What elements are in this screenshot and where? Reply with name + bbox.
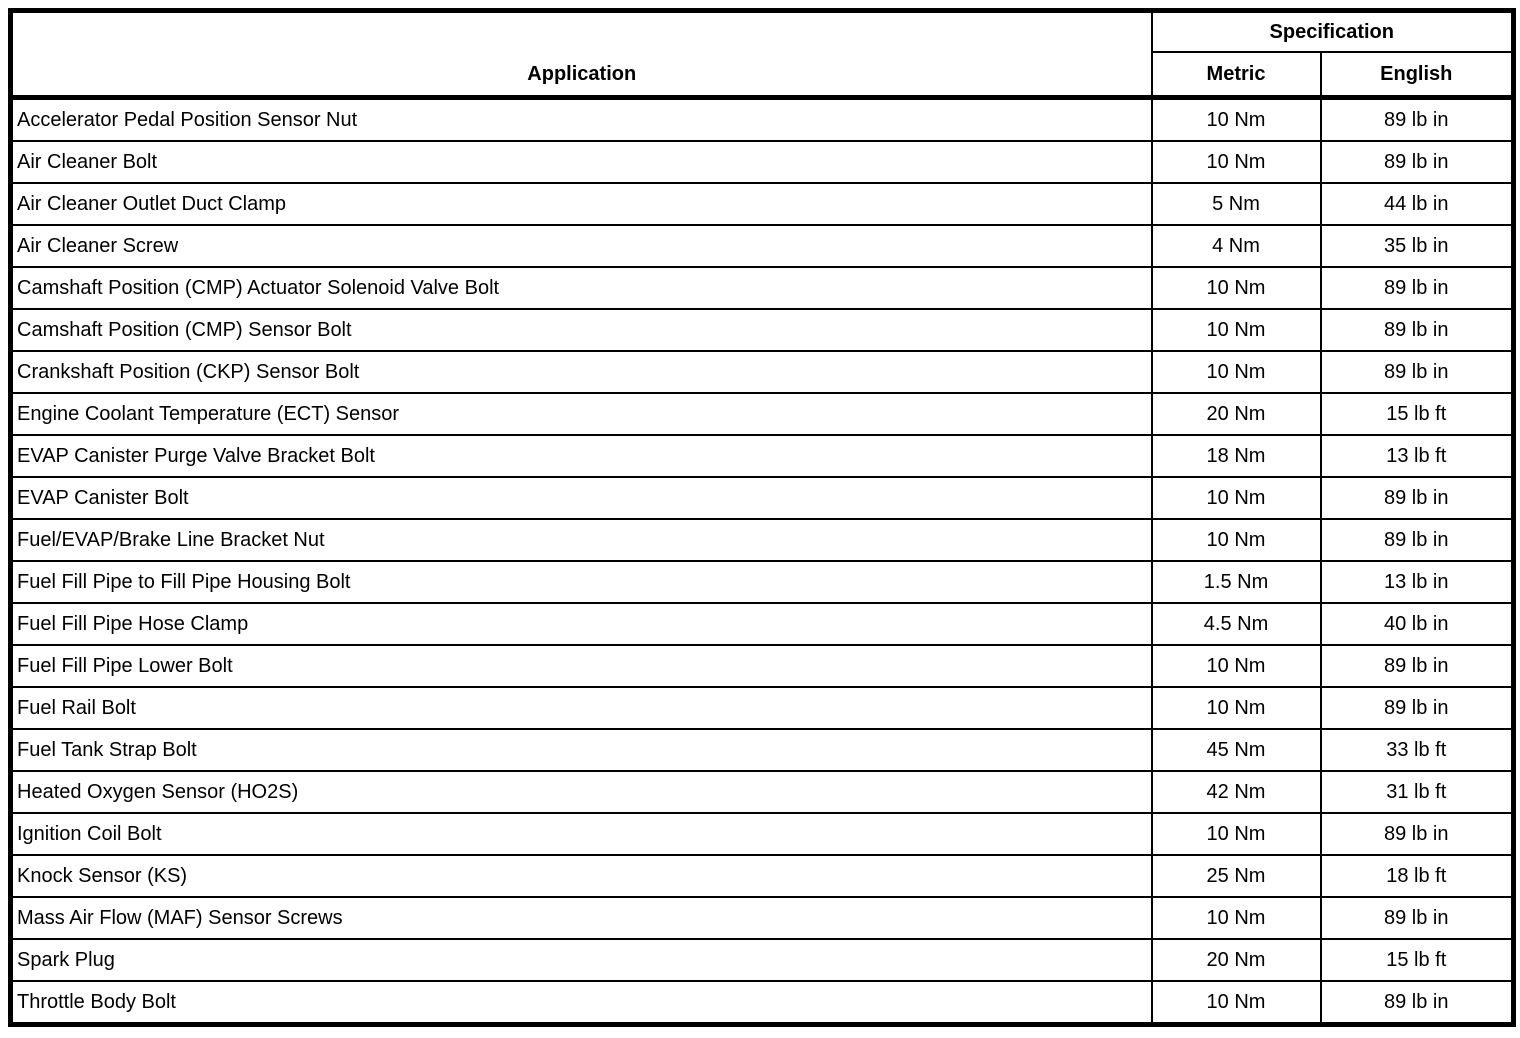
cell-metric: 10 Nm <box>1152 687 1321 729</box>
cell-english: 89 lb in <box>1321 519 1514 561</box>
cell-english: 89 lb in <box>1321 981 1514 1025</box>
table-row <box>11 477 1514 519</box>
table-row <box>11 141 1514 183</box>
cell-english: 15 lb ft <box>1321 939 1514 981</box>
cell-application: Camshaft Position (CMP) Sensor Bolt <box>11 309 1152 351</box>
cell-application: EVAP Canister Bolt <box>11 477 1152 519</box>
table-row <box>11 729 1514 771</box>
cell-english: 44 lb in <box>1321 183 1514 225</box>
cell-application: Fuel/EVAP/Brake Line Bracket Nut <box>11 519 1152 561</box>
cell-english: 89 lb in <box>1321 309 1514 351</box>
cell-metric: 25 Nm <box>1152 855 1321 897</box>
cell-application: Heated Oxygen Sensor (HO2S) <box>11 771 1152 813</box>
header-row-specification <box>11 11 1514 53</box>
table-body <box>11 98 1514 1025</box>
table-header <box>11 11 1514 98</box>
table-row <box>11 183 1514 225</box>
cell-application: Crankshaft Position (CKP) Sensor Bolt <box>11 351 1152 393</box>
cell-application: Air Cleaner Screw <box>11 225 1152 267</box>
cell-application: Knock Sensor (KS) <box>11 855 1152 897</box>
cell-application: Engine Coolant Temperature (ECT) Sensor <box>11 393 1152 435</box>
table-row <box>11 435 1514 477</box>
cell-application: Air Cleaner Bolt <box>11 141 1152 183</box>
cell-metric: 10 Nm <box>1152 645 1321 687</box>
table-row <box>11 687 1514 729</box>
cell-english: 89 lb in <box>1321 141 1514 183</box>
cell-english: 18 lb ft <box>1321 855 1514 897</box>
column-header-specification: Specification <box>1152 11 1514 53</box>
column-header-application: Application <box>11 11 1152 98</box>
cell-metric: 10 Nm <box>1152 477 1321 519</box>
cell-metric: 10 Nm <box>1152 309 1321 351</box>
table-row <box>11 309 1514 351</box>
cell-metric: 20 Nm <box>1152 939 1321 981</box>
cell-application: Fuel Tank Strap Bolt <box>11 729 1152 771</box>
table-row <box>11 939 1514 981</box>
table-row <box>11 981 1514 1025</box>
cell-english: 35 lb in <box>1321 225 1514 267</box>
table-row <box>11 519 1514 561</box>
table-row <box>11 855 1514 897</box>
cell-application: Camshaft Position (CMP) Actuator Solenoid Valve Bolt <box>11 267 1152 309</box>
cell-metric: 10 Nm <box>1152 813 1321 855</box>
cell-application: Air Cleaner Outlet Duct Clamp <box>11 183 1152 225</box>
table-row <box>11 813 1514 855</box>
table-row <box>11 603 1514 645</box>
cell-english: 13 lb ft <box>1321 435 1514 477</box>
column-header-english: English <box>1321 52 1514 98</box>
cell-application: Fuel Fill Pipe Hose Clamp <box>11 603 1152 645</box>
cell-english: 89 lb in <box>1321 351 1514 393</box>
cell-english: 15 lb ft <box>1321 393 1514 435</box>
table-row <box>11 393 1514 435</box>
column-header-metric: Metric <box>1152 52 1321 98</box>
cell-application: Fuel Fill Pipe Lower Bolt <box>11 645 1152 687</box>
table-row <box>11 267 1514 309</box>
table-row <box>11 771 1514 813</box>
cell-metric: 1.5 Nm <box>1152 561 1321 603</box>
cell-english: 13 lb in <box>1321 561 1514 603</box>
table-row <box>11 351 1514 393</box>
cell-application: Fuel Rail Bolt <box>11 687 1152 729</box>
cell-metric: 20 Nm <box>1152 393 1321 435</box>
cell-metric: 4.5 Nm <box>1152 603 1321 645</box>
torque-specification-table <box>8 8 1516 1027</box>
cell-english: 89 lb in <box>1321 267 1514 309</box>
cell-application: Fuel Fill Pipe to Fill Pipe Housing Bolt <box>11 561 1152 603</box>
cell-application: Spark Plug <box>11 939 1152 981</box>
cell-application: Accelerator Pedal Position Sensor Nut <box>11 98 1152 142</box>
cell-metric: 10 Nm <box>1152 351 1321 393</box>
table-row <box>11 225 1514 267</box>
table-row <box>11 645 1514 687</box>
cell-application: Throttle Body Bolt <box>11 981 1152 1025</box>
cell-metric: 45 Nm <box>1152 729 1321 771</box>
cell-english: 31 lb ft <box>1321 771 1514 813</box>
cell-metric: 10 Nm <box>1152 267 1321 309</box>
cell-english: 89 lb in <box>1321 645 1514 687</box>
cell-application: EVAP Canister Purge Valve Bracket Bolt <box>11 435 1152 477</box>
cell-metric: 4 Nm <box>1152 225 1321 267</box>
cell-metric: 10 Nm <box>1152 981 1321 1025</box>
cell-english: 40 lb in <box>1321 603 1514 645</box>
cell-metric: 10 Nm <box>1152 519 1321 561</box>
cell-english: 89 lb in <box>1321 477 1514 519</box>
cell-english: 89 lb in <box>1321 813 1514 855</box>
cell-english: 89 lb in <box>1321 897 1514 939</box>
cell-application: Ignition Coil Bolt <box>11 813 1152 855</box>
cell-metric: 10 Nm <box>1152 141 1321 183</box>
table-row <box>11 98 1514 142</box>
cell-application: Mass Air Flow (MAF) Sensor Screws <box>11 897 1152 939</box>
cell-english: 89 lb in <box>1321 687 1514 729</box>
cell-metric: 42 Nm <box>1152 771 1321 813</box>
cell-english: 33 lb ft <box>1321 729 1514 771</box>
cell-metric: 10 Nm <box>1152 897 1321 939</box>
cell-metric: 10 Nm <box>1152 98 1321 142</box>
table-row <box>11 897 1514 939</box>
cell-metric: 5 Nm <box>1152 183 1321 225</box>
table-row <box>11 561 1514 603</box>
cell-english: 89 lb in <box>1321 98 1514 142</box>
cell-metric: 18 Nm <box>1152 435 1321 477</box>
